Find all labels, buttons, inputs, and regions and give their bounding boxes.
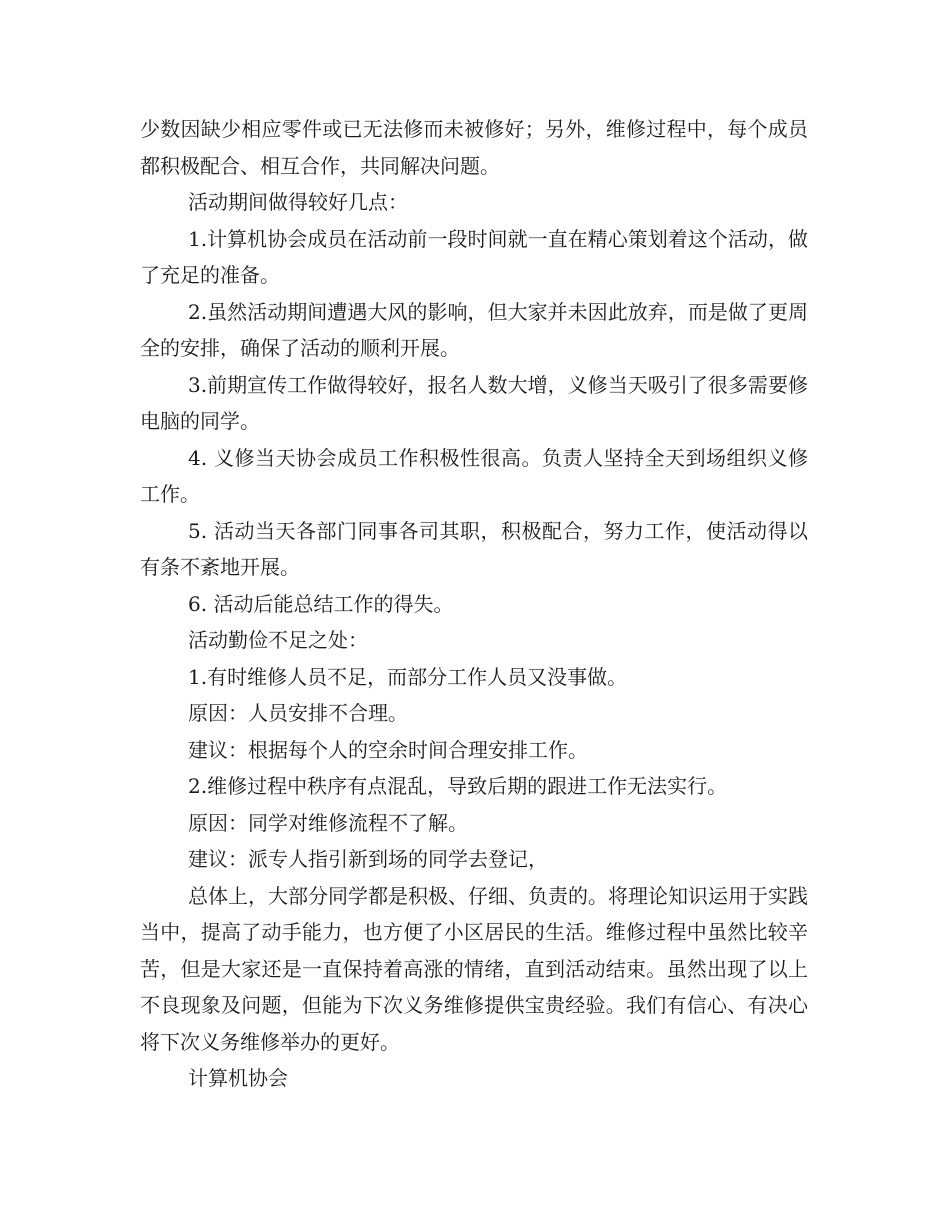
signature: 计算机协会: [188, 1066, 288, 1090]
paragraph-continuation: 少数因缺少相应零件或已无法修而未被修好；另外，维修过程中，每个成员都积极配合、相互合作，共同解决问题。: [140, 117, 808, 178]
strength-item-4: 4. 义修当天协会成员工作积极性很高。负责人坚持全天到场组织义修工作。: [140, 445, 808, 506]
strength-item-2: 2.虽然活动期间遭遇大风的影响，但大家并未因此放弃，而是做了更周全的安排，确保了活动的顺利开展。: [140, 299, 808, 360]
weakness-2-reason: 原因：同学对维修流程不了解。: [188, 810, 468, 835]
weakness-item-2: 2.维修过程中秩序有点混乱，导致后期的跟进工作无法实行。: [188, 774, 728, 798]
summary-paragraph: 总体上，大部分同学都是积极、仔细、负责的。将理论知识运用于实践当中，提高了动手能力，也方便了小区居民的生活。维修过程中虽然比较辛苦，但是大家还是一直保持着高涨的情绪，直到活动结束。虽然出现了以上不良现象及问题，但能为下次义务维修提供宝贵经验。我们有信心、有决心将下次义务维修举办的更好。: [140, 883, 808, 1054]
section-heading-strengths: 活动期间做得较好几点：: [188, 190, 408, 214]
weakness-2-suggestion: 建议：派专人指引新到场的同学去登记，: [188, 847, 548, 871]
weakness-item-1: 1.有时维修人员不足，而部分工作人员又没事做。: [188, 664, 628, 689]
strength-item-3: 3.前期宣传工作做得较好，报名人数大增，义修当天吸引了很多需要修电脑的同学。: [140, 372, 808, 433]
document-body: [140, 111, 808, 1097]
weakness-1-suggestion: 建议：根据每个人的空余时间合理安排工作。: [188, 737, 588, 762]
strength-item-1: 1.计算机协会成员在活动前一段时间就一直在精心策划着这个活动，做了充足的准备。: [140, 226, 808, 287]
strength-item-5: 5. 活动当天各部门同事各司其职，积极配合，努力工作，使活动得以有条不紊地开展。: [140, 518, 808, 579]
strength-item-6: 6. 活动后能总结工作的得失。: [188, 591, 454, 616]
weakness-1-reason: 原因：人员安排不合理。: [188, 701, 408, 725]
section-heading-weaknesses: 活动勤俭不足之处：: [188, 628, 368, 652]
